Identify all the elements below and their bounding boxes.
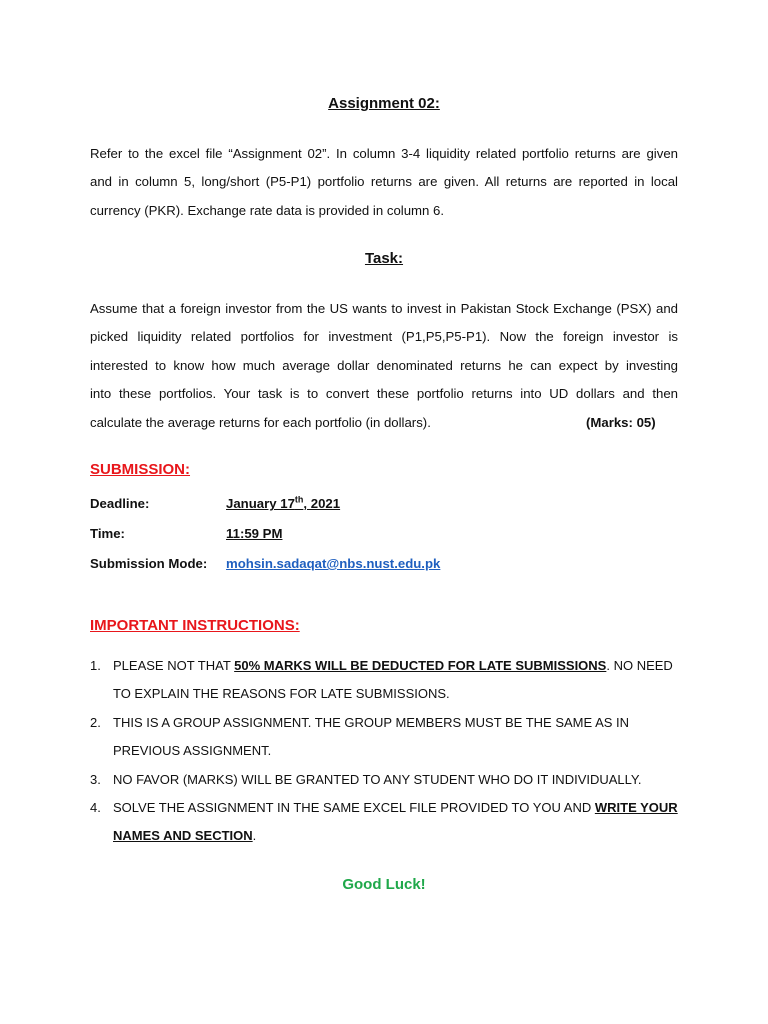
task-line: into these portfolios. Your task is to convert these portfolio returns into UD dollars and then (90, 386, 678, 402)
list-item (90, 652, 680, 709)
deadline-month-day: January 17 (226, 496, 295, 512)
task-line: calculate the average returns for each portfolio (in dollars). (90, 414, 431, 430)
intro-line: and in column 5, long/short (P5-P1) portfolio returns are given. All returns are reported in local (90, 174, 678, 190)
task-line: picked liquidity related portfolios for investment (P1,P5,P5-P1). Now the foreign investor is (90, 329, 678, 345)
time-value: 11:59 PM (226, 526, 283, 541)
deadline-ordinal: th (294, 495, 304, 505)
list-item (90, 709, 680, 766)
time-row (90, 526, 282, 541)
list-text: PLEASE NOT THAT (113, 658, 235, 673)
list-number: 4. (90, 800, 101, 816)
instructions-list (90, 652, 680, 851)
list-emphasis: 50% MARKS WILL BE DEDUCTED FOR LATE SUBMISSIONS (234, 658, 607, 673)
list-text: . NO NEED TO EXPLAIN THE REASONS FOR LATE SUBMISSIONS. (113, 658, 673, 702)
list-text: SOLVE THE ASSIGNMENT IN THE SAME EXCEL FILE PROVIDED TO YOU AND (113, 800, 595, 816)
list-emphasis: WRITE YOUR NAMES AND SECTION (113, 800, 678, 844)
closing-message: Good Luck! (342, 876, 426, 893)
instructions-heading: IMPORTANT INSTRUCTIONS: (90, 617, 300, 634)
list-number: 2. (90, 714, 101, 730)
submission-mode-row (90, 556, 440, 571)
list-number: 3. (90, 771, 101, 787)
submission-heading: SUBMISSION: (90, 461, 191, 478)
assignment-title: Assignment 02: (328, 95, 440, 112)
list-item (90, 794, 680, 851)
marks-label: (Marks: 05) (586, 415, 656, 430)
list-item (90, 766, 680, 794)
deadline-row (90, 495, 340, 511)
task-line: Assume that a foreign investor from the US wants to invest in Pakistan Stock Exchange (PSX) and (90, 301, 678, 316)
submission-mode-label: Submission Mode: (90, 556, 208, 571)
intro-paragraph (90, 140, 678, 225)
list-text: . (252, 828, 257, 844)
intro-line: currency (PKR). Exchange rate data is provided in column 6. (90, 202, 445, 218)
deadline-year: , 2021 (303, 496, 341, 512)
task-line: interested to know how much average dollar denominated returns he can expect by investing (90, 357, 678, 373)
deadline-value (226, 496, 340, 511)
email-link[interactable]: mohsin.sadaqat@nbs.nust.edu.pk (226, 556, 441, 571)
list-text: NO FAVOR (MARKS) WILL BE GRANTED TO ANY STUDENT WHO DO IT INDIVIDUALLY. (113, 771, 642, 787)
task-heading: Task: (364, 250, 404, 267)
list-text: THIS IS A GROUP ASSIGNMENT. THE GROUP MEMBERS MUST BE THE SAME AS IN PREVIOUS ASSIGNMENT. (113, 714, 630, 759)
list-number: 1. (90, 658, 101, 673)
intro-line: Refer to the excel file “Assignment 02”. In column 3-4 liquidity related portfolio returns are given (90, 146, 678, 161)
deadline-label: Deadline: (90, 496, 150, 512)
time-label: Time: (90, 526, 125, 541)
